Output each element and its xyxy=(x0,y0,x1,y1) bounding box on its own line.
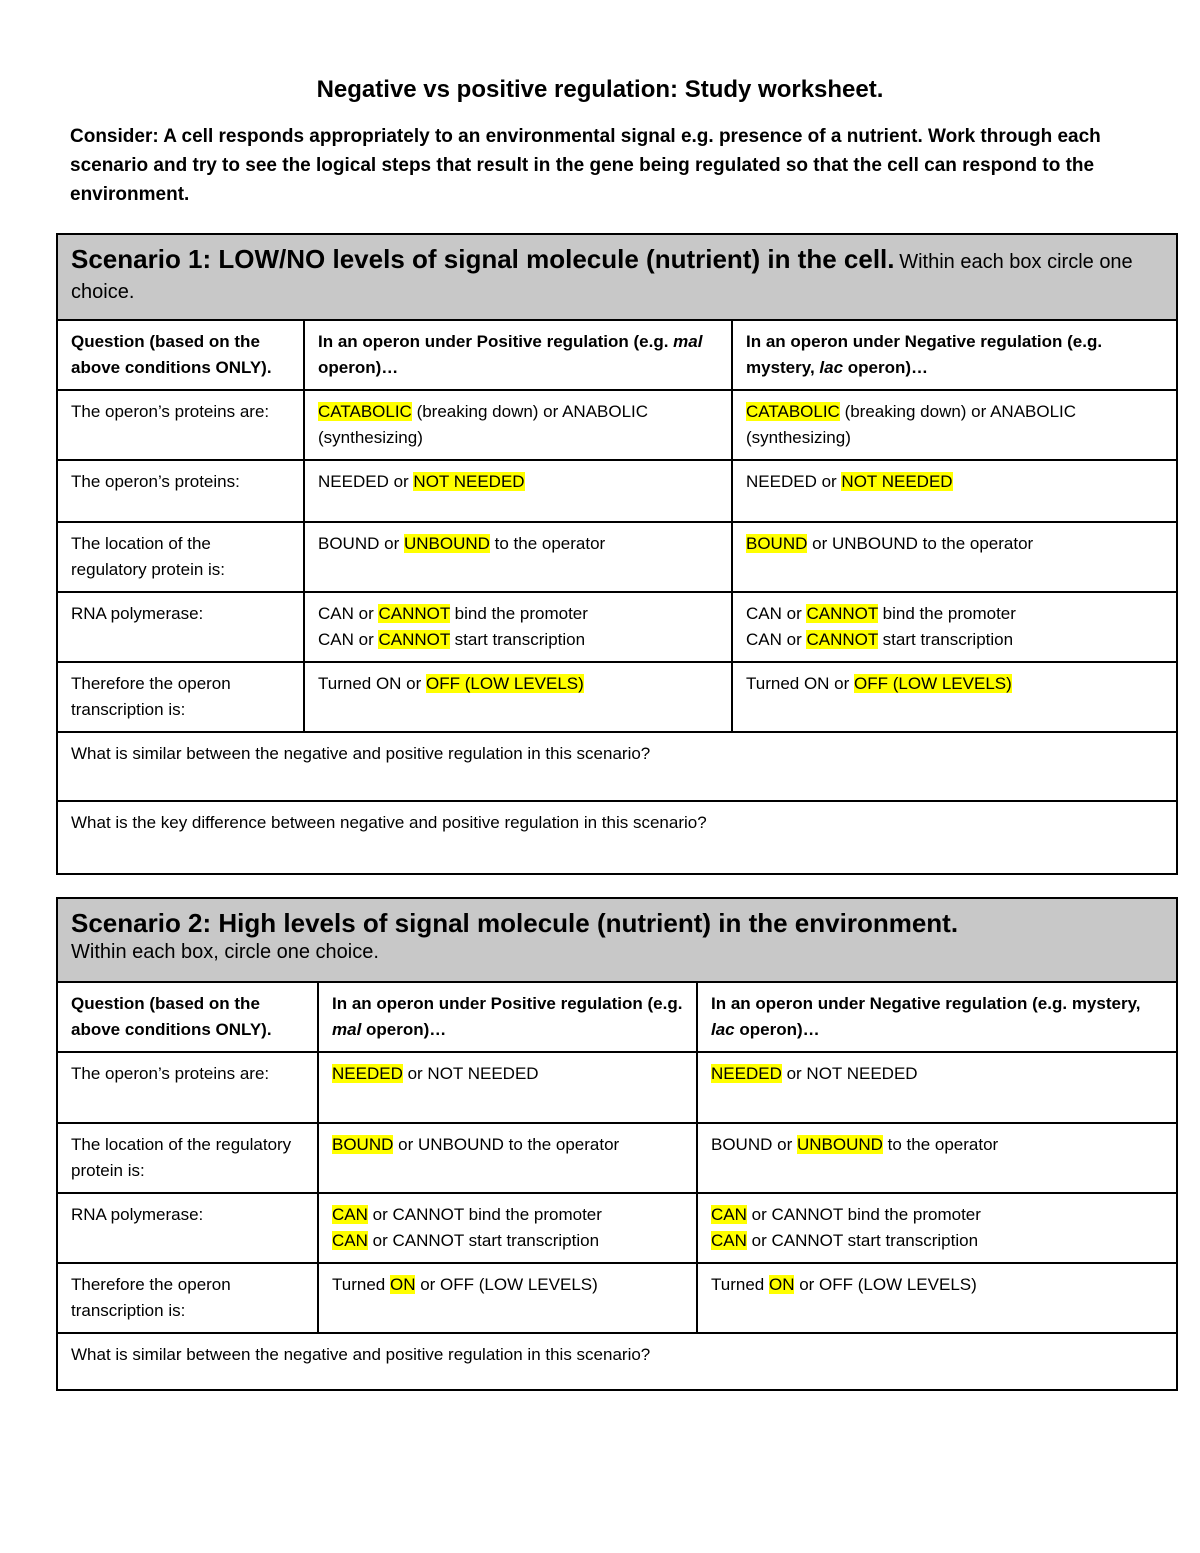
row-question: The operon’s proteins are: xyxy=(57,390,304,460)
negative-answer: CAN or CANNOT bind the promoter CAN or CANNOT start transcription xyxy=(732,592,1177,662)
table-row xyxy=(57,592,1177,662)
similar-question[interactable]: What is similar between the negative and positive regulation in this scenario? xyxy=(57,732,1177,801)
highlighted-choice[interactable]: BOUND xyxy=(746,534,808,553)
highlighted-choice[interactable]: ON xyxy=(768,1275,795,1294)
table-row xyxy=(57,1193,1177,1263)
highlighted-choice[interactable]: CATABOLIC xyxy=(746,402,840,421)
row-question: The location of the regulatory protein is: xyxy=(57,1123,318,1193)
highlighted-choice[interactable]: CANNOT xyxy=(806,630,878,649)
row-question: The operon’s proteins are: xyxy=(57,1052,318,1123)
row-question: The operon’s proteins: xyxy=(57,460,304,522)
column-header-positive: In an operon under Positive regulation (e.g. mal operon)… xyxy=(304,320,732,390)
table-row xyxy=(57,1263,1177,1333)
scenario-2-instruction: Within each box, circle one choice. xyxy=(71,941,379,963)
negative-answer: BOUND or UNBOUND to the operator xyxy=(732,522,1177,592)
highlighted-choice[interactable]: OFF (LOW LEVELS) xyxy=(854,674,1012,693)
positive-answer: BOUND or UNBOUND to the operator xyxy=(318,1123,697,1193)
highlighted-choice[interactable]: UNBOUND xyxy=(796,1135,883,1154)
scenario-1-table xyxy=(56,233,1178,875)
positive-answer: Turned ON or OFF (LOW LEVELS) xyxy=(318,1263,697,1333)
column-header-question: Question (based on the above conditions ONLY). xyxy=(57,982,318,1052)
positive-answer: CAN or CANNOT bind the promoter CAN or CANNOT start transcription xyxy=(318,1193,697,1263)
negative-answer: NEEDED or NOT NEEDED xyxy=(697,1052,1177,1123)
positive-answer: BOUND or UNBOUND to the operator xyxy=(304,522,732,592)
table-row xyxy=(57,390,1177,460)
negative-answer: CAN or CANNOT bind the promoter CAN or CANNOT start transcription xyxy=(697,1193,1177,1263)
highlighted-choice[interactable]: CANNOT xyxy=(378,630,450,649)
table-row xyxy=(57,1052,1177,1123)
row-question: The location of the regulatory protein is: xyxy=(57,522,304,592)
highlighted-choice[interactable]: CAN xyxy=(332,1231,368,1250)
negative-answer: Turned ON or OFF (LOW LEVELS) xyxy=(697,1263,1177,1333)
row-question: RNA polymerase: xyxy=(57,592,304,662)
highlighted-choice[interactable]: BOUND xyxy=(332,1135,394,1154)
table-row xyxy=(57,522,1177,592)
highlighted-choice[interactable]: OFF (LOW LEVELS) xyxy=(426,674,584,693)
scenario-1-instruction: Within each box circle one choice. xyxy=(71,251,1133,303)
scenario-1-header xyxy=(57,234,1177,320)
scenario-1-heading: Scenario 1: LOW/NO levels of signal molecule (nutrient) in the cell. xyxy=(71,244,895,274)
highlighted-choice[interactable]: NOT NEEDED xyxy=(841,472,953,491)
negative-answer: NEEDED or NOT NEEDED xyxy=(732,460,1177,522)
row-question: Therefore the operon transcription is: xyxy=(57,662,304,732)
highlighted-choice[interactable]: CAN xyxy=(711,1231,747,1250)
row-question: Therefore the operon transcription is: xyxy=(57,1263,318,1333)
highlighted-choice[interactable]: NEEDED xyxy=(711,1064,782,1083)
table-row xyxy=(57,460,1177,522)
negative-answer: Turned ON or OFF (LOW LEVELS) xyxy=(732,662,1177,732)
highlighted-choice[interactable]: ON xyxy=(389,1275,416,1294)
worksheet-title: Negative vs positive regulation: Study worksheet. xyxy=(316,76,884,103)
highlighted-choice[interactable]: CAN xyxy=(332,1205,368,1224)
positive-answer: NEEDED or NOT NEEDED xyxy=(304,460,732,522)
positive-answer: Turned ON or OFF (LOW LEVELS) xyxy=(304,662,732,732)
negative-answer: BOUND or UNBOUND to the operator xyxy=(697,1123,1177,1193)
column-header-negative: In an operon under Negative regulation (e.g. mystery, lac operon)… xyxy=(697,982,1177,1052)
scenario-2-table xyxy=(56,897,1178,1391)
highlighted-choice[interactable]: CANNOT xyxy=(378,604,450,623)
scenario-2-header xyxy=(57,898,1177,982)
highlighted-choice[interactable]: NOT NEEDED xyxy=(413,472,525,491)
table-row xyxy=(57,1123,1177,1193)
scenario-2-heading: Scenario 2: High levels of signal molecule (nutrient) in the environment. xyxy=(71,908,959,938)
highlighted-choice[interactable]: UNBOUND xyxy=(403,534,490,553)
positive-answer: NEEDED or NOT NEEDED xyxy=(318,1052,697,1123)
column-header-positive: In an operon under Positive regulation (e.g. mal operon)… xyxy=(318,982,697,1052)
highlighted-choice[interactable]: NEEDED xyxy=(332,1064,403,1083)
highlighted-choice[interactable]: CATABOLIC xyxy=(318,402,412,421)
difference-question[interactable]: What is the key difference between negative and positive regulation in this scenario? xyxy=(57,801,1177,874)
highlighted-choice[interactable]: CAN xyxy=(711,1205,747,1224)
column-header-question: Question (based on the above conditions ONLY). xyxy=(57,320,304,390)
column-header-negative: In an operon under Negative regulation (e.g. mystery, lac operon)… xyxy=(732,320,1177,390)
highlighted-choice[interactable]: CANNOT xyxy=(806,604,878,623)
positive-answer: CATABOLIC (breaking down) or ANABOLIC (synthesizing) xyxy=(304,390,732,460)
row-question: RNA polymerase: xyxy=(57,1193,318,1263)
table-row xyxy=(57,662,1177,732)
intro-paragraph: Consider: A cell responds appropriately to an environmental signal e.g. presence of a nutrient. Work through each scenario and try to see the logical steps that result in the gene being regulated so that the cell can respond to the environment. xyxy=(70,126,1101,205)
similar-question[interactable]: What is similar between the negative and positive regulation in this scenario? xyxy=(57,1333,1177,1390)
negative-answer: CATABOLIC (breaking down) or ANABOLIC (synthesizing) xyxy=(732,390,1177,460)
positive-answer: CAN or CANNOT bind the promoter CAN or CANNOT start transcription xyxy=(304,592,732,662)
